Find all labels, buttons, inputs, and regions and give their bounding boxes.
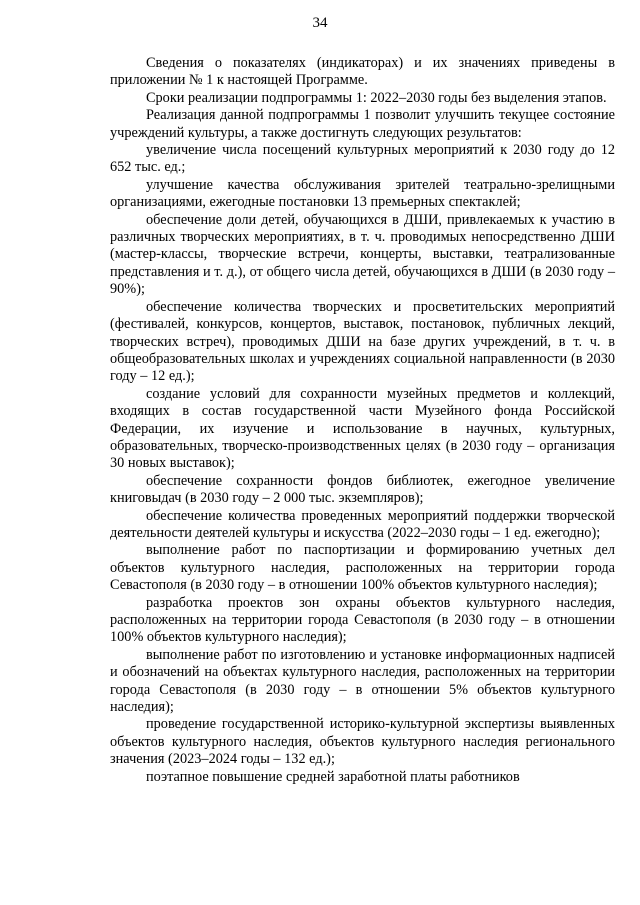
page-number: 34 bbox=[312, 15, 328, 31]
result-item-heritage-passports: выполнение работ по паспортизации и формированию учетных дел объектов культурного наследия, расположенных на территории города Севастополя (в 2030 году – в отношении 100% объектов культурного наследия); bbox=[110, 542, 615, 594]
paragraph-implementation-period: Сроки реализации подпрограммы 1: 2022–2030 годы без выделения этапов. bbox=[146, 89, 607, 106]
result-item-salary-increase: поэтапное повышение средней заработной платы работников bbox=[146, 768, 520, 785]
result-item-creative-events: обеспечение количества творческих и просветительских мероприятий (фестивалей, конкурсов, концертов, выставок, постановок, публичных лекций, творческих встреч), проводимых ДШИ на базе других учреждений, в т. ч. в общеобразовательных школах и учреждениях социальной направленности (в 2030 году – 12 ед.); bbox=[110, 298, 615, 385]
result-item-library-funds: обеспечение сохранности фондов библиотек, ежегодное увеличение книговыдач (в 2030 году – 2 000 тыс. экземпляров); bbox=[110, 472, 615, 507]
result-item-theatre-service: улучшение качества обслуживания зрителей театрально-зрелищными организациями, ежегодные постановки 13 премьерных спектаклей; bbox=[110, 176, 615, 211]
result-item-visits: увеличение числа посещений культурных мероприятий к 2030 году до 12 652 тыс. ед.; bbox=[110, 142, 615, 176]
result-item-children-share: обеспечение доли детей, обучающихся в ДШИ, привлекаемых к участию в различных творческих мероприятиях, в т. ч. проводимых непосредственно ДШИ (мастер-классы, творческие встречи, концерты, выставки, театрализованные представления и т. д.), от общего числа детей, обучающихся в ДШИ (в 2030 году – 90%); bbox=[110, 211, 615, 298]
result-item-information-signs: выполнение работ по изготовлению и установке информационных надписей и обозначений на объектах культурного наследия, расположенных на территории города Севастополя (в 2030 году – в отношении 5% объектов культурного наследия); bbox=[110, 646, 615, 716]
paragraph-indicators-reference: Сведения о показателях (индикаторах) и их значениях приведены в приложении № 1 к настоящей Программе. bbox=[110, 55, 615, 89]
body-text bbox=[110, 55, 615, 786]
result-item-heritage-expertise: проведение государственной историко-культурной экспертизы выявленных объектов культурного наследия, объектов культурного наследия регионального значения (2023–2024 годы – 132 ед.); bbox=[110, 716, 615, 768]
result-item-creative-support: обеспечение количества проведенных мероприятий поддержки творческой деятельности деятелей культуры и искусства (2022–2030 годы – 1 ед. ежегодно); bbox=[110, 507, 615, 541]
result-item-protection-zones: разработка проектов зон охраны объектов культурного наследия, расположенных на территории города Севастополя (в 2030 году – в отношении 100% объектов культурного наследия); bbox=[110, 594, 615, 646]
paragraph-expected-results-intro: Реализация данной подпрограммы 1 позволит улучшить текущее состояние учреждений культуры, а также достигнуть следующих результатов: bbox=[110, 107, 615, 141]
result-item-museum-collections: создание условий для сохранности музейных предметов и коллекций, входящих в состав государственной части Музейного фонда Российской Федерации, их изучение и использование в научных, культурных, образовательных, творческо-производственных целях (в 2030 году – организация 30 новых выставок); bbox=[110, 385, 615, 472]
